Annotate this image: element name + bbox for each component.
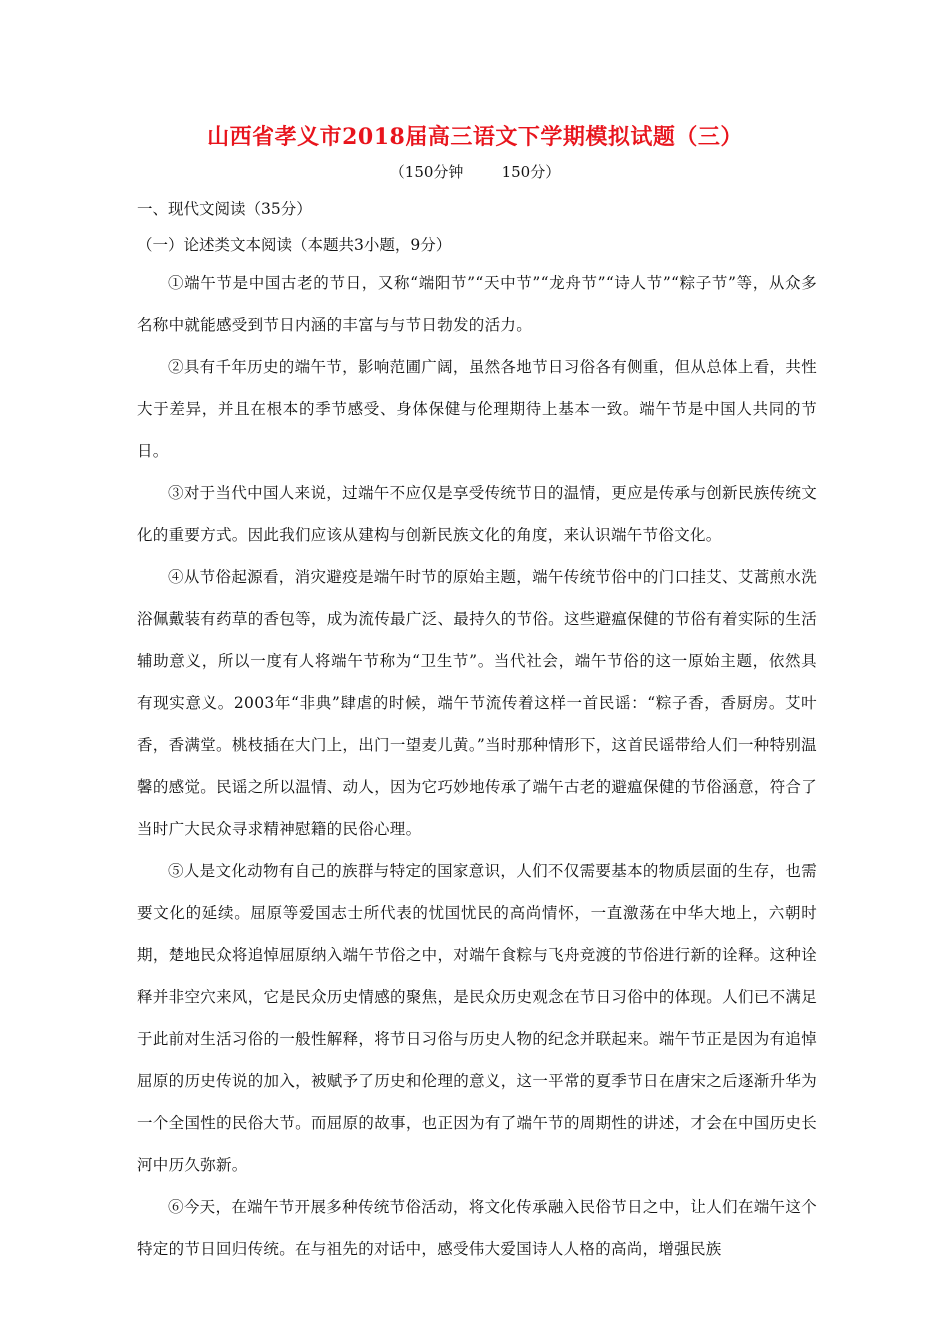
paragraph-3: ③对于当代中国人来说，过端午不应仅是享受传统节日的温情，更应是传承与创新民族传统文化的重要方式。因此我们应该从建构与创新民族文化的角度，来认识端午节俗文化。 xyxy=(137,484,817,544)
paragraph-1: ①端午节是中国古老的节日，又称“端阳节”“天中节”“龙舟节”“诗人节”“粽子节”等，从众多名称中就能感受到节日内涵的丰富与与节日勃发的活力。 xyxy=(137,274,817,334)
exam-duration-score: （150分钟 150分） xyxy=(389,163,561,181)
article-body xyxy=(137,262,817,1270)
paragraph-6: ⑥今天，在端午节开展多种传统节俗活动，将文化传承融入民俗节日之中，让人们在端午这个特定的节日回归传统。在与祖先的对话中，感受伟大爱国诗人人格的高尚，增强民族 xyxy=(137,1198,817,1258)
paragraph-5: ⑤人是文化动物有自己的族群与特定的国家意识，人们不仅需要基本的物质层面的生存，也需要文化的延续。屈原等爱国志士所代表的忧国忧民的高尚情怀，一直激荡在中华大地上，六朝时期，楚地民众将追悼屈原纳入端午节俗之中，对端午食粽与飞舟竞渡的节俗进行新的诠释。这种诠释并非空穴来风，它是民众历史情感的聚焦，是民众历史观念在节日习俗中的体现。人们已不满足于此前对生活习俗的一般性解释，将节日习俗与历史人物的纪念并联起来。端午节正是因为有追悼屈原的历史传说的加入，被赋予了历史和伦理的意义，这一平常的夏季节日在唐宋之后逐渐升华为一个全国性的民俗大节。而屈原的故事，也正因为有了端午节的周期性的讲述，才会在中国历史长河中历久弥新。 xyxy=(137,862,817,1174)
paragraph-4: ④从节俗起源看，消灾避疫是端午时节的原始主题，端午传统节俗中的门口挂艾、艾蒿煎水洗浴佩戴装有药草的香包等，成为流传最广泛、最持久的节俗。这些避瘟保健的节俗有着实际的生活辅助意义，所以一度有人将端午节称为“卫生节”。当代社会，端午节俗的这一原始主题，依然具有现实意义。2003年“非典”肆虐的时候，端午节流传着这样一首民谣：“粽子香，香厨房。艾叶香，香满堂。桃枝插在大门上，出门一望麦儿黄。”当时那种情形下，这首民谣带给人们一种特别温馨的感觉。民谣之所以温情、动人，因为它巧妙地传承了端午古老的避瘟保健的节俗涵意，符合了当时广大民众寻求精神慰籍的民俗心理。 xyxy=(137,568,817,838)
paragraph-2: ②具有千年历史的端午节，影响范圃广阔，虽然各地节日习俗各有侧重，但从总体上看，共性大于差异，并且在根本的季节感受、身体保健与伦理期待上基本一致。端午节是中国人共同的节日。 xyxy=(137,358,817,460)
section-heading: 一、现代文阅读（35分） xyxy=(137,200,312,218)
document-title: 山西省孝义市2018届高三语文下学期模拟试题（三） xyxy=(207,124,743,150)
subsection-heading: （一）论述类文本阅读（本题共3小题，9分） xyxy=(137,236,452,254)
